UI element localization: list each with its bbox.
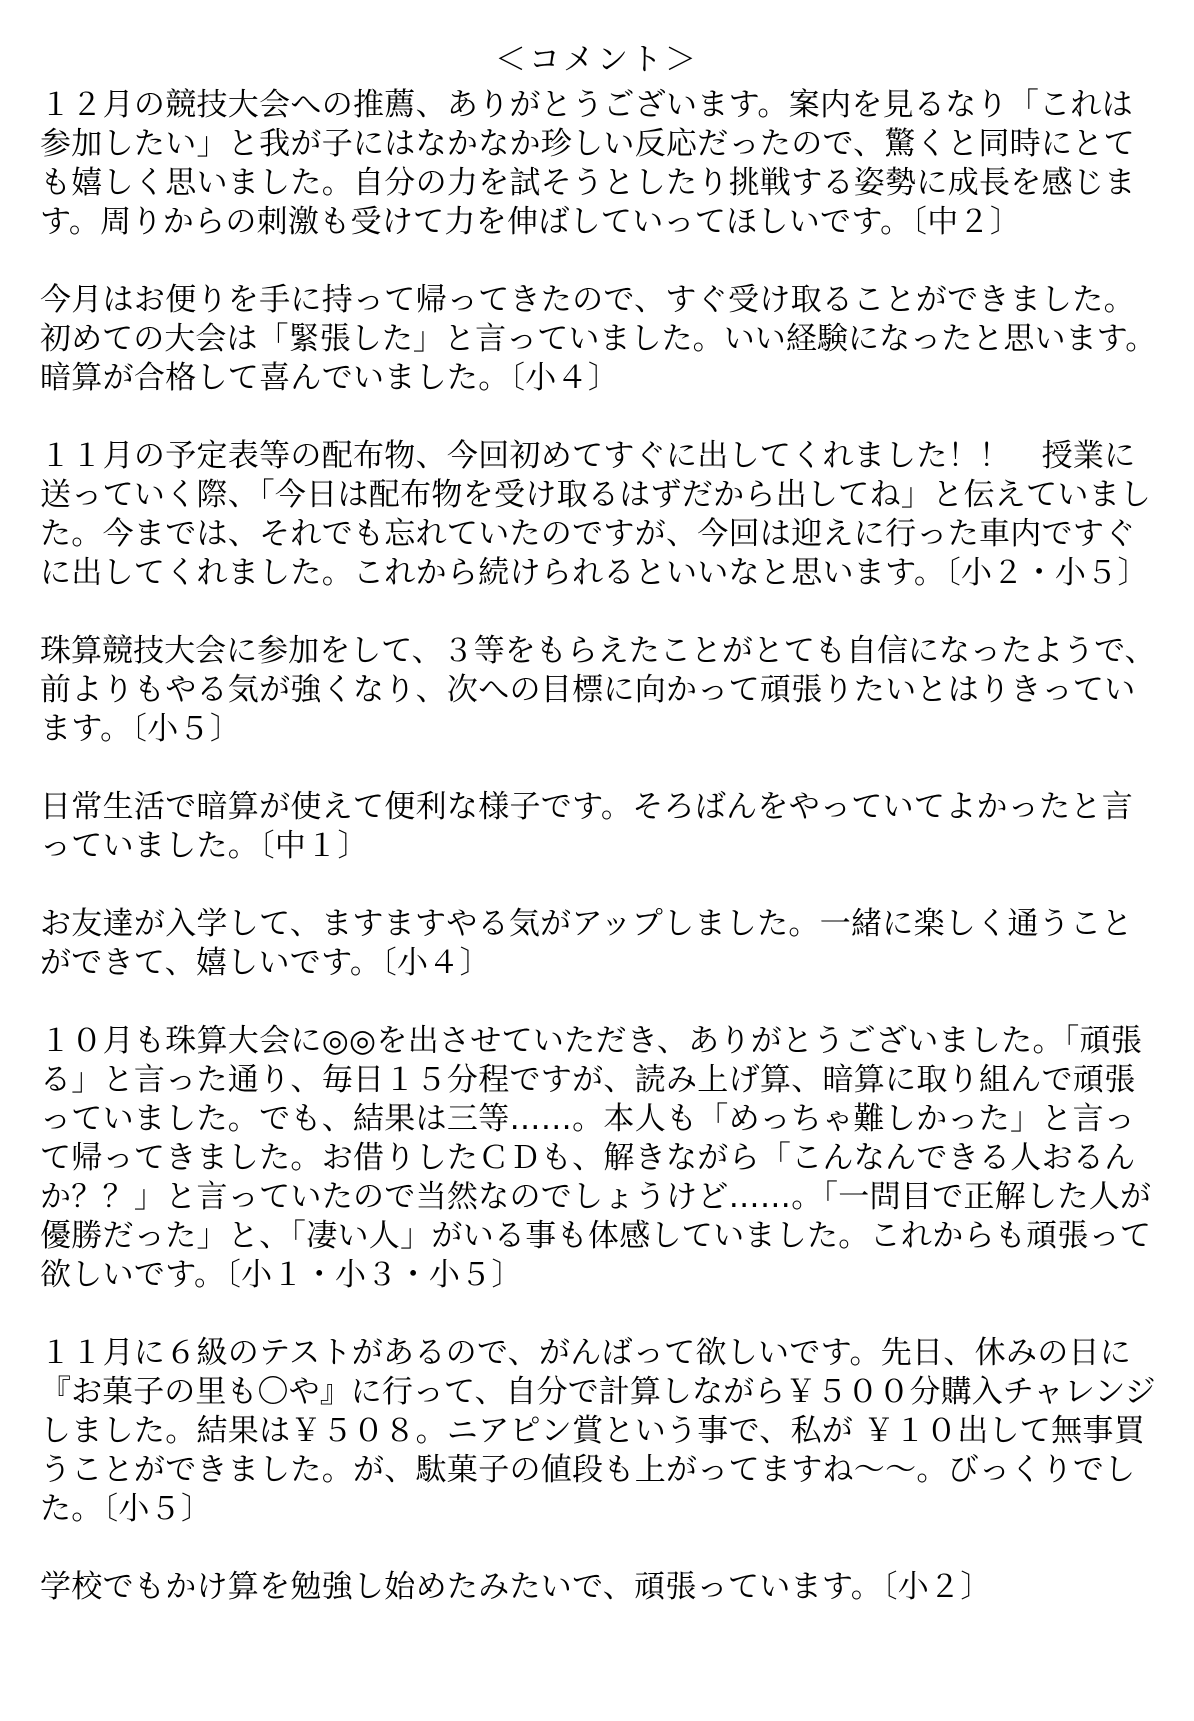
comment-line: 今月はお便りを手に持って帰ってきたので、すぐ受け取ることができました。 — [40, 282, 1135, 318]
page-title: ＜コメント＞ — [495, 42, 699, 78]
comment-line: しました。結果は￥５０８。ニアピン賞という事で、私が ￥１０出して無事買 — [40, 1413, 1146, 1449]
comment-line: 暗算が合格して喜んでいました。〔小４〕 — [40, 360, 620, 396]
comment-paragraph — [40, 1022, 1156, 1295]
comment-line: っていました。〔中１〕 — [40, 828, 369, 864]
comment-line: に出してくれました。これから続けられるといいなと思います。〔小２・小５〕 — [40, 555, 1149, 591]
comment-line: て帰ってきました。お借りしたＣＤも、解きながら「こんなんできる人おるん — [40, 1140, 1136, 1176]
comment-line: た。今までは、それでも忘れていたのですが、今回は迎えに行った車内ですぐ — [40, 516, 1136, 552]
comment-line: 学校でもかけ算を勉強し始めたみたいで、頑張っています。〔小２〕 — [40, 1569, 992, 1605]
comment-line: うことができました。が、駄菓子の値段も上がってますね～～。びっくりでし — [40, 1452, 1136, 1488]
comment-paragraph — [40, 632, 1156, 749]
comment-line: す。周りからの刺激も受けて力を伸ばしていってほしいです。〔中２〕 — [40, 204, 1022, 240]
comment-line: 『お菓子の里も〇や』に行って、自分で計算しながら￥５００分購入チャレンジ — [40, 1374, 1156, 1410]
comment-line: 珠算競技大会に参加をして、３等をもらえたことがとても自信になったようで、 — [40, 633, 1156, 669]
comment-line: っていました。でも、結果は三等……。本人も「めっちゃ難しかった」と言っ — [40, 1101, 1136, 1137]
comment-paragraph — [40, 1568, 1156, 1607]
comment-line: た。〔小５〕 — [40, 1491, 213, 1527]
comment-line: お友達が入学して、ますますやる気がアップしました。一緒に楽しく通うこと — [40, 906, 1133, 942]
comment-line: １２月の競技大会への推薦、ありがとうございます。案内を見るなり「これは — [40, 87, 1134, 123]
comment-line: る」と言った通り、毎日１５分程ですが、読み上げ算、暗算に取り組んで頑張 — [40, 1062, 1136, 1098]
comment-list — [40, 86, 1156, 1646]
comment-line: 前よりもやる気が強くなり、次への目標に向かって頑張りたいとはりきってい — [40, 672, 1136, 708]
comment-paragraph — [40, 788, 1156, 866]
comment-line: 優勝だった」と、「凄い人」がいる事も体感していました。これからも頑張って — [40, 1218, 1152, 1254]
comment-paragraph — [40, 1334, 1156, 1529]
comment-line: 参加したい」と我が子にはなかなか珍しい反応だったので、驚くと同時にとて — [40, 126, 1135, 162]
comment-line: 送っていく際、「今日は配布物を受け取るはずだから出してね」と伝えていまし — [40, 477, 1152, 513]
comment-line: 欲しいです。〔小１・小３・小５〕 — [40, 1257, 523, 1293]
comment-line: ができて、嬉しいです。〔小４〕 — [40, 945, 491, 981]
comment-line: も嬉しく思いました。自分の力を試そうとしたり挑戦する姿勢に成長を感じま — [40, 165, 1136, 201]
comment-line: か？？」と言っていたので当然なのでしょうけど……。「一問目で正解した人が — [40, 1179, 1152, 1215]
comment-line: １１月に６級のテストがあるので、がんばって欲しいです。先日、休みの日に — [40, 1335, 1132, 1371]
comment-line: 初めての大会は「緊張した」と言っていました。いい経験になったと思います。 — [40, 321, 1157, 357]
comment-paragraph — [40, 86, 1156, 242]
comment-line: １０月も珠算大会に◎◎を出させていただき、ありがとうございました。「頑張 — [40, 1023, 1143, 1059]
comment-line: 日常生活で暗算が使えて便利な様子です。そろばんをやっていてよかったと言 — [40, 789, 1134, 825]
comment-paragraph — [40, 905, 1156, 983]
comment-paragraph — [40, 437, 1156, 593]
comment-line: １１月の予定表等の配布物、今回初めてすぐに出してくれました！！ 授業に — [40, 438, 1136, 474]
comment-line: ます。〔小５〕 — [40, 711, 242, 747]
comment-paragraph — [40, 281, 1156, 398]
